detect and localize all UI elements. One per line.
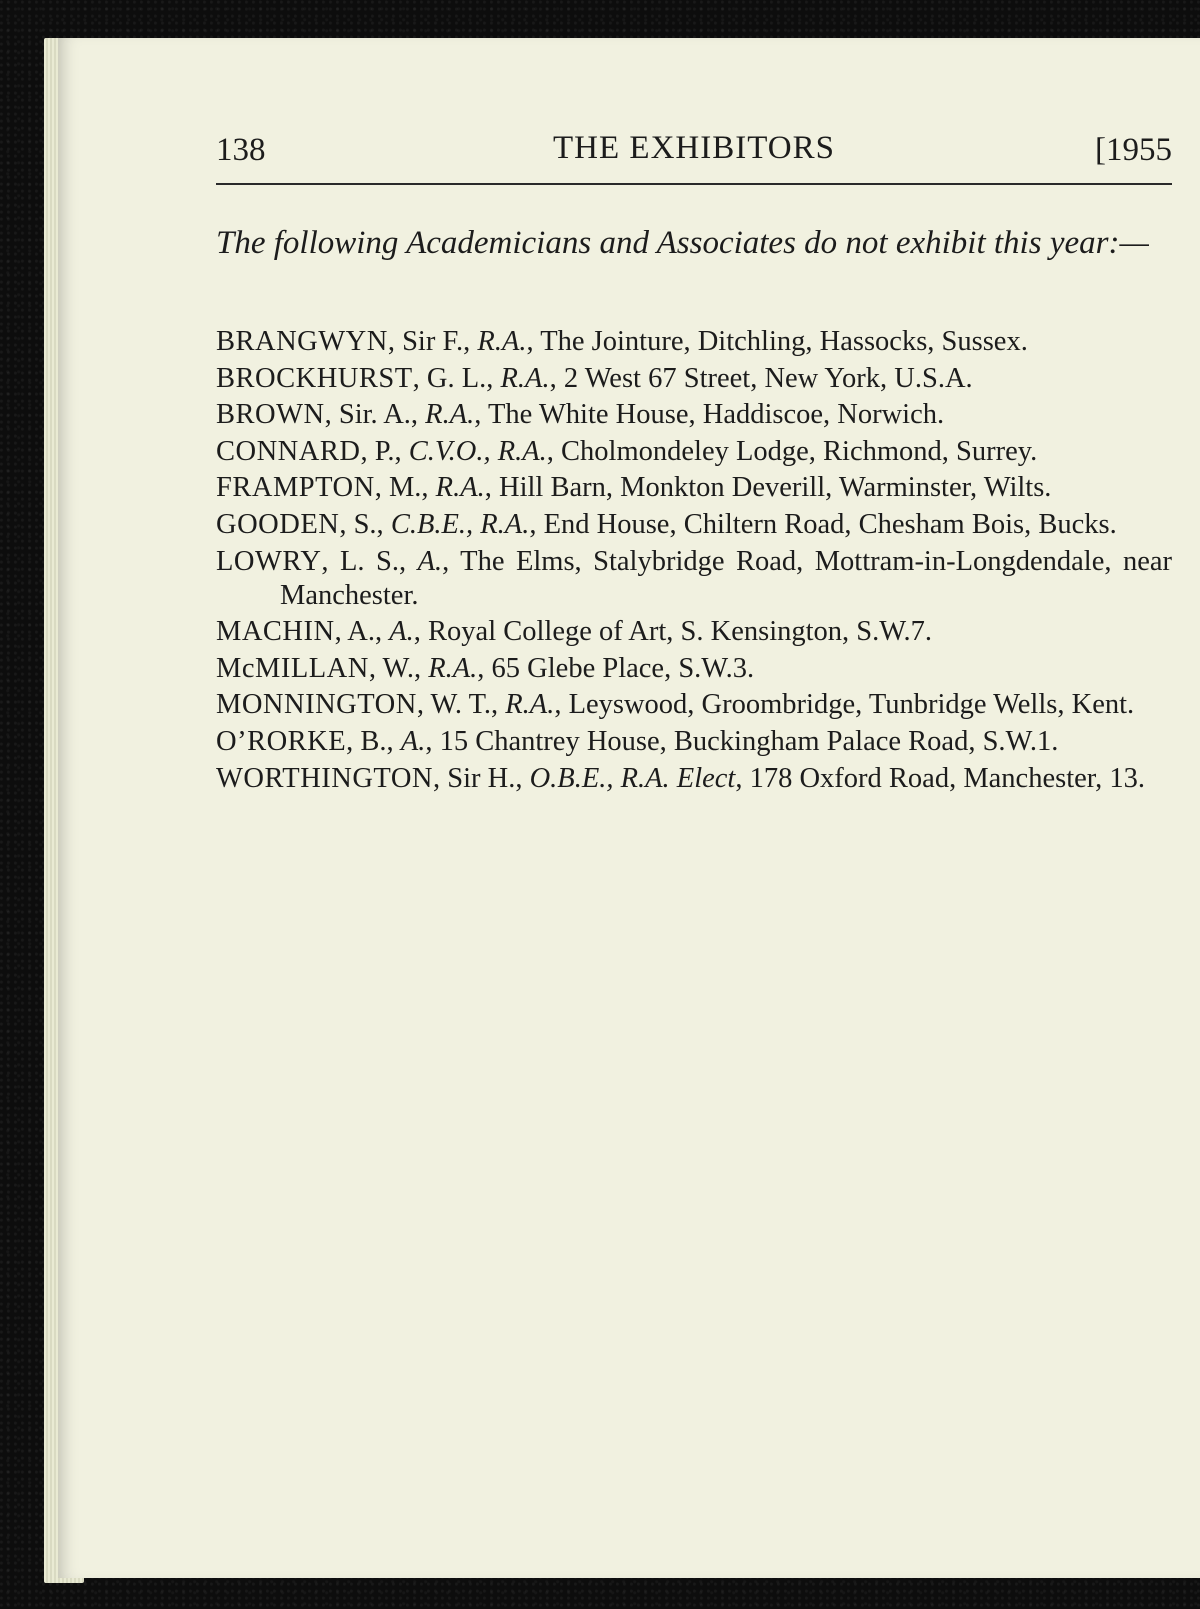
entry-address: , End House, Chiltern Road, Chesham Bois, Bucks. bbox=[529, 508, 1117, 540]
entry-address: , Cholmondeley Lodge, Richmond, Surrey. bbox=[546, 435, 1038, 467]
list-item bbox=[216, 362, 1172, 396]
list-item bbox=[216, 652, 1172, 686]
list-item bbox=[216, 688, 1172, 722]
entry-honours: R.A. bbox=[505, 689, 555, 721]
list-item bbox=[216, 398, 1172, 432]
list-item bbox=[216, 435, 1172, 469]
header-rule bbox=[216, 183, 1172, 185]
entry-name: , W., bbox=[368, 652, 429, 684]
entry-surname: BRANGWYN bbox=[216, 326, 388, 357]
entry-address: , Leyswood, Groombridge, Tunbridge Wells, Kent. bbox=[554, 689, 1135, 721]
running-header bbox=[216, 128, 1172, 176]
list-item bbox=[216, 762, 1172, 796]
entry-address: , The Jointure, Ditchling, Hassocks, Sussex. bbox=[526, 326, 1028, 357]
list-item bbox=[216, 325, 1172, 359]
entry-surname: MACHIN bbox=[216, 616, 335, 648]
entry-honours: O.B.E., R.A. Elect bbox=[529, 762, 736, 794]
page-number: 138 bbox=[216, 132, 266, 168]
entry-name: , W. T., bbox=[416, 689, 506, 721]
entry-surname: GOODEN bbox=[216, 508, 340, 540]
entry-address: , Royal College of Art, S. Kensington, S.W.7. bbox=[413, 616, 933, 648]
entry-honours: C.B.E., R.A. bbox=[390, 508, 530, 540]
entry-name: , L. S., bbox=[321, 545, 418, 577]
list-item bbox=[216, 471, 1172, 505]
entry-honours: R.A. bbox=[500, 362, 550, 394]
running-title: THE EXHIBITORS bbox=[553, 130, 835, 166]
entry-address: , 15 Chantrey House, Buckingham Palace Road, S.W.1. bbox=[425, 725, 1059, 757]
entry-name: , B., bbox=[346, 725, 401, 757]
entry-surname: McMILLAN bbox=[216, 652, 369, 684]
entry-honours: R.A. bbox=[435, 472, 485, 504]
entry-honours: A. bbox=[400, 725, 426, 757]
entry-honours: A. bbox=[417, 545, 443, 577]
entry-address: , Hill Barn, Monkton Deverill, Warminster, Wilts. bbox=[484, 472, 1052, 504]
year-mark: [1955 bbox=[1095, 132, 1172, 168]
entry-name: , A., bbox=[334, 616, 390, 648]
entry-honours: R.A. bbox=[425, 399, 475, 431]
entry-honours: R.A. bbox=[477, 326, 527, 357]
intro-heading: The following Academicians and Associates do not exhibit this year:— bbox=[216, 225, 1149, 261]
list-item bbox=[216, 508, 1172, 542]
list-item bbox=[216, 615, 1172, 649]
entry-name: , Sir F., bbox=[387, 326, 478, 357]
exhibitor-list bbox=[216, 325, 1172, 798]
entry-address: , 2 West 67 Street, New York, U.S.A. bbox=[549, 362, 973, 394]
entry-name: , M., bbox=[374, 472, 436, 504]
entry-honours: C.V.O., R.A. bbox=[408, 435, 547, 467]
entry-name: , G. L., bbox=[412, 362, 501, 394]
entry-address: , 65 Glebe Place, S.W.3. bbox=[477, 652, 755, 684]
entry-surname: WORTHINGTON bbox=[216, 762, 433, 794]
entry-address: , The White House, Haddiscoe, Norwich. bbox=[474, 399, 945, 431]
entry-surname: FRAMPTON bbox=[216, 472, 375, 504]
entry-surname: BROWN bbox=[216, 399, 325, 431]
list-item bbox=[216, 545, 1172, 613]
entry-honours: A. bbox=[389, 616, 414, 648]
entry-surname: O’RORKE bbox=[216, 725, 347, 757]
book-page bbox=[58, 38, 1200, 1578]
entry-surname: MONNINGTON bbox=[216, 689, 417, 721]
entry-name: , Sir H., bbox=[432, 762, 530, 794]
entry-surname: BROCKHURST bbox=[216, 362, 413, 394]
entry-surname: CONNARD bbox=[216, 435, 361, 467]
entry-name: , P., bbox=[360, 435, 409, 467]
entry-name: , Sir. A., bbox=[324, 399, 426, 431]
entry-address: , 178 Oxford Road, Manchester, 13. bbox=[735, 762, 1145, 794]
list-item bbox=[216, 725, 1172, 759]
entry-name: , S., bbox=[339, 508, 391, 540]
entry-honours: R.A. bbox=[428, 652, 478, 684]
entry-surname: LOWRY bbox=[216, 545, 322, 577]
entry-address: , The Elms, Stalybridge Road, Mottram-in-Longdendale, near Manchester. bbox=[280, 545, 1172, 611]
